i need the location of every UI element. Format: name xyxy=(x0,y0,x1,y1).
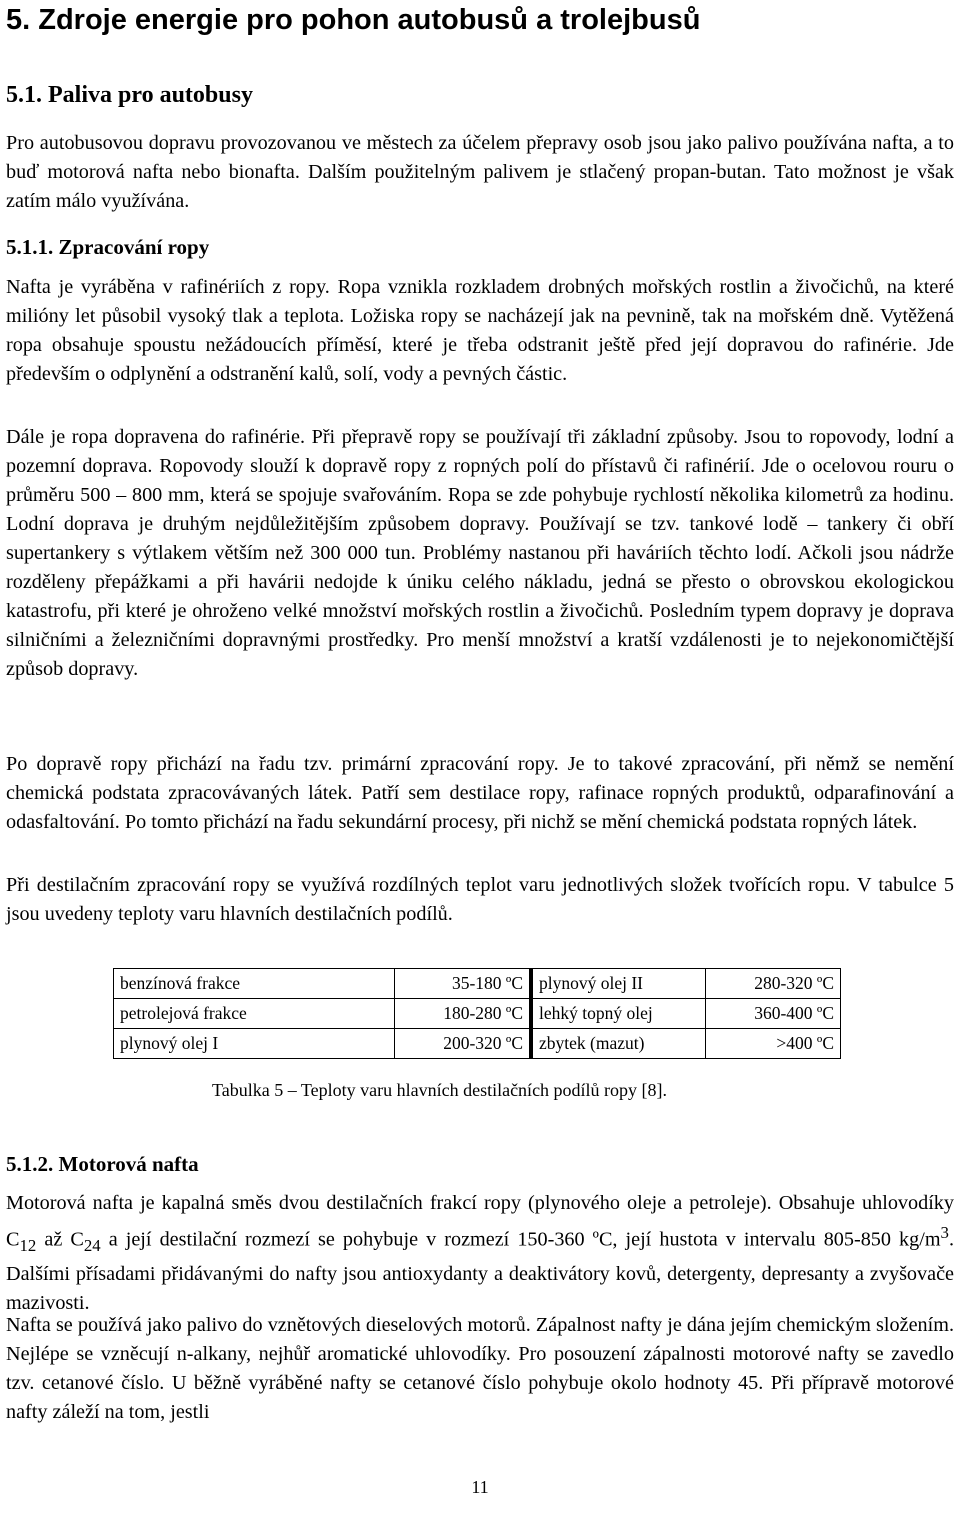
subscript: 24 xyxy=(83,1235,101,1255)
distillation-table xyxy=(113,968,841,1059)
table-cell: 360-400 ºC xyxy=(706,999,841,1029)
paragraph-distillation: Při destilačním zpracování ropy se využívá rozdílných teplot varu jednotlivých složek tvořících ropu. V tabulce 5 jsou uvedeny teploty varu hlavních destilačních podílů. xyxy=(6,874,954,925)
paragraph-diesel-composition xyxy=(6,1189,954,1318)
section-heading-5-1-2: 5.1.2. Motorová nafta xyxy=(6,1152,199,1176)
subscript: 12 xyxy=(19,1235,37,1255)
text-run: a její destilační rozmezí se pohybuje v rozmezí 150-360 ºC, její hustota v intervalu 805-850 kg/m xyxy=(100,1228,941,1251)
table-cell: petrolejová frakce xyxy=(114,999,395,1029)
text-run: Motorová nafta je kapalná směs dvou destilačních frakcí ropy (plynového oleje a petroleje). Obsahuje uhlovodíky C xyxy=(6,1192,954,1251)
chapter-title: 5. Zdroje energie pro pohon autobusů a trolejbusů xyxy=(6,4,701,36)
table-cell: zbytek (mazut) xyxy=(531,1029,706,1059)
table-cell: >400 ºC xyxy=(706,1029,841,1059)
paragraph-fuels: Pro autobusovou dopravu provozovanou ve městech za účelem přepravy osob jsou jako palivo používána nafta, a to buď motorová nafta nebo bionafta. Dalším použitelným palivem je stlačený propan-butan. Tato možnost je však zatím málo využívána. xyxy=(6,132,954,212)
table-cell: plynový olej II xyxy=(531,969,706,999)
paragraph-oil-origin: Nafta je vyráběna v rafinériích z ropy. Ropa vznikla rozkladem drobných mořských rostlin a živočichů, na které milióny let působil vysoký tlak a teplota. Ložiska ropy se nacházejí jak na pevnině, tak na mořském dně. Vytěžená ropa obsahuje spoustu nežádoucích příměsí, které je třeba odstranit ještě před její dopravou do rafinérie. Jde především o odplynění a odstranění kalů, solí, vody a pevných částic. xyxy=(6,276,954,385)
table-caption: Tabulka 5 – Teploty varu hlavních destilačních podílů ropy [8]. xyxy=(212,1080,668,1100)
paragraph-primary-processing: Po dopravě ropy přichází na řadu tzv. primární zpracování ropy. Je to takové zpracování, při němž se nemění chemická podstata zpracovávaných látek. Patří sem destilace ropy, rafinace ropných produktů, odparafinování a odasfaltování. Po tomto přichází na řadu sekundární procesy, při nichž se mění chemická podstata ropných látek. xyxy=(6,753,954,833)
table-cell: 280-320 ºC xyxy=(706,969,841,999)
paragraph-oil-transport: Dále je ropa dopravena do rafinérie. Při přepravě ropy se používají tři základní způsoby. Jsou to ropovody, lodní a pozemní doprava. Ropovody slouží k dopravě ropy z ropných polí do přístavů či rafinérií. Jde o ocelovou rouru o průměru 500 – 800 mm, která se spojuje svařováním. Ropa se zde pohybuje rychlostí několika kilometrů za hodinu. Lodní doprava je druhým nejdůležitějším způsobem dopravy. Používají se tzv. tankové lodě – tankery či obří supertankery s výtlakem větším než 300 000 tun. Problémy nastanou při haváriích těchto lodí. Ačkoli jsou nádrže rozděleny přepážkami a při havárii nedojde k úniku celého nákladu, jedná se přesto o obrovskou ekologickou katastrofu, při které je ohroženo velké množství mořských rostlin a živočichů. Posledním typem dopravy je doprava silničními a železničními dopravnými prostředky. Pro menší množství a kratší vzdálenosti je to nejekonomičtější způsob dopravy. xyxy=(6,426,954,680)
table-row xyxy=(114,999,841,1029)
table-cell: benzínová frakce xyxy=(114,969,395,999)
section-heading-5-1: 5.1. Paliva pro autobusy xyxy=(6,82,253,108)
text-run: . Dalšími přísadami přidávanými do nafty jsou antioxydanty a deaktivátory kovů, detergenty, depresanty a zvyšovače mazivosti. xyxy=(6,1228,955,1314)
table-cell: 35-180 ºC xyxy=(395,969,532,999)
section-heading-5-1-1: 5.1.1. Zpracování ropy xyxy=(6,235,210,259)
table-cell: 180-280 ºC xyxy=(395,999,532,1029)
superscript: 3 xyxy=(940,1223,949,1242)
table-row xyxy=(114,969,841,999)
text-run: až C xyxy=(36,1228,84,1251)
table-cell: lehký topný olej xyxy=(531,999,706,1029)
table-row xyxy=(114,1029,841,1059)
table-cell: 200-320 ºC xyxy=(395,1029,532,1059)
page-number: 11 xyxy=(471,1477,489,1497)
paragraph-diesel-ignition: Nafta se používá jako palivo do vznětových dieselových motorů. Zápalnost nafty je dána jejím chemickým složením. Nejlépe se vzněcují n-alkany, nejhůř aromatické uhlovodíky. Pro posouzení zápalnosti motorové nafty se zavedlo tzv. cetanové číslo. U běžně vyráběné nafty se cetanové číslo pohybuje okolo hodnoty 45. Při přípravě motorové nafty záleží na tom, jestli xyxy=(6,1314,954,1423)
table-cell: plynový olej I xyxy=(114,1029,395,1059)
